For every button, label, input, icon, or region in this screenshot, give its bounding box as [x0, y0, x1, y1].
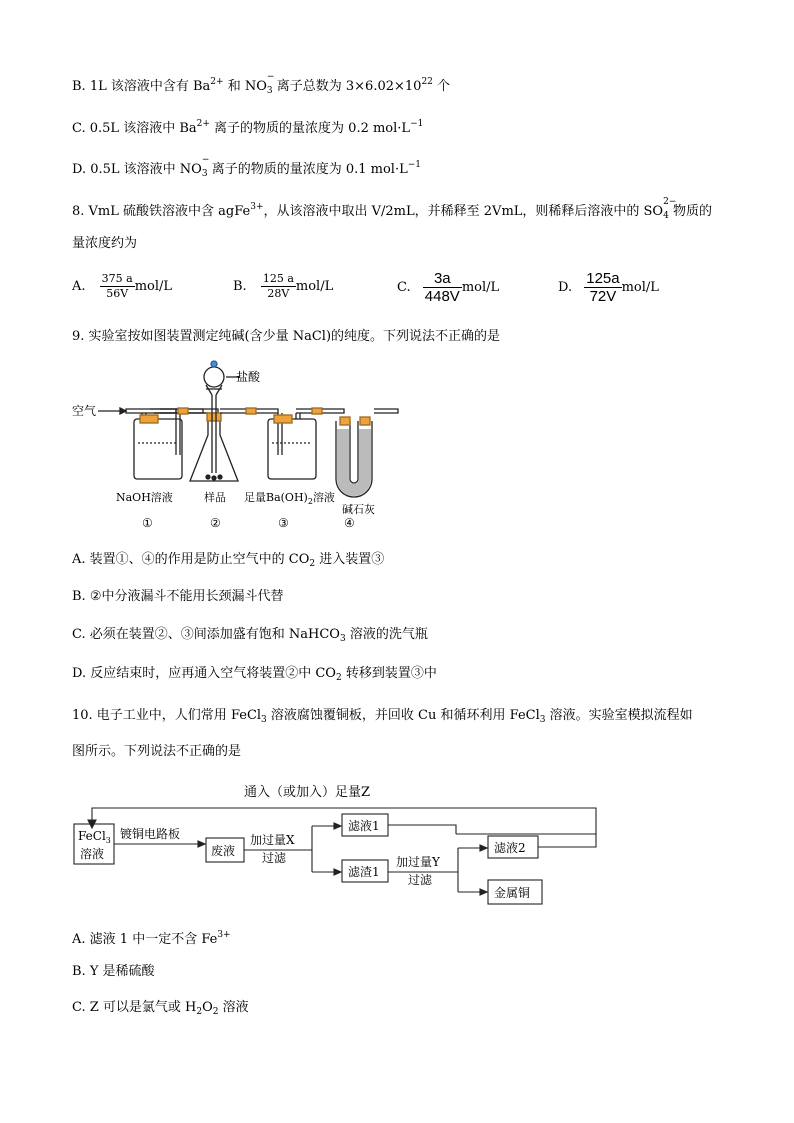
q7-option-d: D. 0.5L 该溶液中 NO − $_3$ 离子的物质的量浓度为 0.1 $mol\cdot L^{-1}$: [72, 155, 422, 179]
flow-waste: 废液: [211, 844, 236, 858]
flow-copper: 金属铜: [494, 886, 531, 900]
sample-label: 样品: [204, 491, 226, 504]
flow-filter2: 过滤: [408, 873, 433, 887]
num-1: ①: [142, 516, 153, 530]
baoh-label: 足量$Ba(OH)_2$溶液: [244, 491, 335, 506]
num-3: ③: [278, 516, 289, 530]
q9-option-d: D. 反应结束时，应再通入空气将装置②中 $CO_2$ 转移到装置③中: [72, 666, 437, 683]
flow-filter1: 过滤: [262, 851, 287, 865]
q8-stem-line2: 量浓度约为: [72, 236, 138, 251]
flow-addy: 加过量Y: [396, 855, 440, 869]
q10-option-b: B. Y 是稀硫酸: [72, 964, 155, 979]
q9-stem: 9. 实验室按如图装置测定纯碱(含少量 NaCl)的纯度。下列说法不正确的是: [72, 329, 501, 344]
q10-flow-diagram: [68, 780, 608, 910]
flow-residue1: 滤渣1: [348, 865, 380, 879]
q8-stem-line1: 8. VmL 硫酸铁溶液中含 agFe$^{3+}$，从该溶液中取出 V/2mL，并稀释至 2VmL，则稀释后溶液中的 SO 2− $_4$ 物质的: [72, 197, 712, 221]
flow-filtrate2: 滤液2: [494, 841, 526, 855]
q10-stem-line2: 图所示。下列说法不正确的是: [72, 744, 242, 759]
naoh-label: NaOH溶液: [116, 491, 173, 504]
flow-fecl3-soln: 溶液: [80, 847, 105, 861]
q8-option-d: D. $\frac{125a}{72V}$ mol/L: [558, 270, 659, 305]
air-label: 空气: [72, 404, 97, 418]
flow-addx: 加过量X: [250, 833, 295, 847]
num-4: ④: [344, 516, 355, 530]
flow-arrow1-label: 镀铜电路板: [120, 827, 181, 841]
q10-option-a: A. 滤液 1 中一定不含 $Fe^{3+}$: [72, 930, 231, 947]
q9-option-b: B. ②中分液漏斗不能用长颈漏斗代替: [72, 589, 284, 604]
flow-fecl3: FeCl$_3$: [78, 829, 111, 845]
sodalime-label: 碱石灰: [342, 503, 375, 516]
q7-option-b: B. 1L 该溶液中含有 $Ba^{2+}$ 和 NO − $_3$ 离子总数为 $3\times 6.02\times 10^{22}$ 个: [72, 72, 451, 96]
flow-filtrate1: 滤液1: [348, 819, 380, 833]
num-2: ②: [210, 516, 221, 530]
q9-option-c: C. 必须在装置②、③间添加盛有饱和 NaHCO$_3$ 溶液的洗气瓶: [72, 627, 428, 644]
flow-top-label: 通入（或加入）足量Z: [244, 785, 371, 800]
q8-option-b: B. $\frac{125 a}{28V}$ mol/L: [233, 272, 334, 300]
q9-option-a: A. 装置①、④的作用是防止空气中的 $CO_2$ 进入装置③: [72, 552, 385, 569]
q8-option-a: A. $\frac{375 a}{56V}$ mol/L: [72, 272, 173, 300]
q7-option-c: C. 0.5L 该溶液中 $Ba^{2+}$ 离子的物质的量浓度为 0.2 $mol\cdot L^{-1}$: [72, 119, 424, 136]
q10-option-c: C. Z 可以是氯气或 $H_2O_2$ 溶液: [72, 1000, 249, 1017]
q10-stem-line1: 10. 电子工业中，人们常用 FeCl$_3$ 溶液腐蚀覆铜板，并回收 Cu 和循环利用 FeCl$_3$ 溶液。实验室模拟流程如: [72, 708, 693, 725]
q8-option-c: C. $\frac{3a}{448V}$ mol/L: [397, 270, 500, 305]
hcl-label: 盐酸: [236, 370, 261, 384]
q9-apparatus-figure: [68, 355, 428, 530]
